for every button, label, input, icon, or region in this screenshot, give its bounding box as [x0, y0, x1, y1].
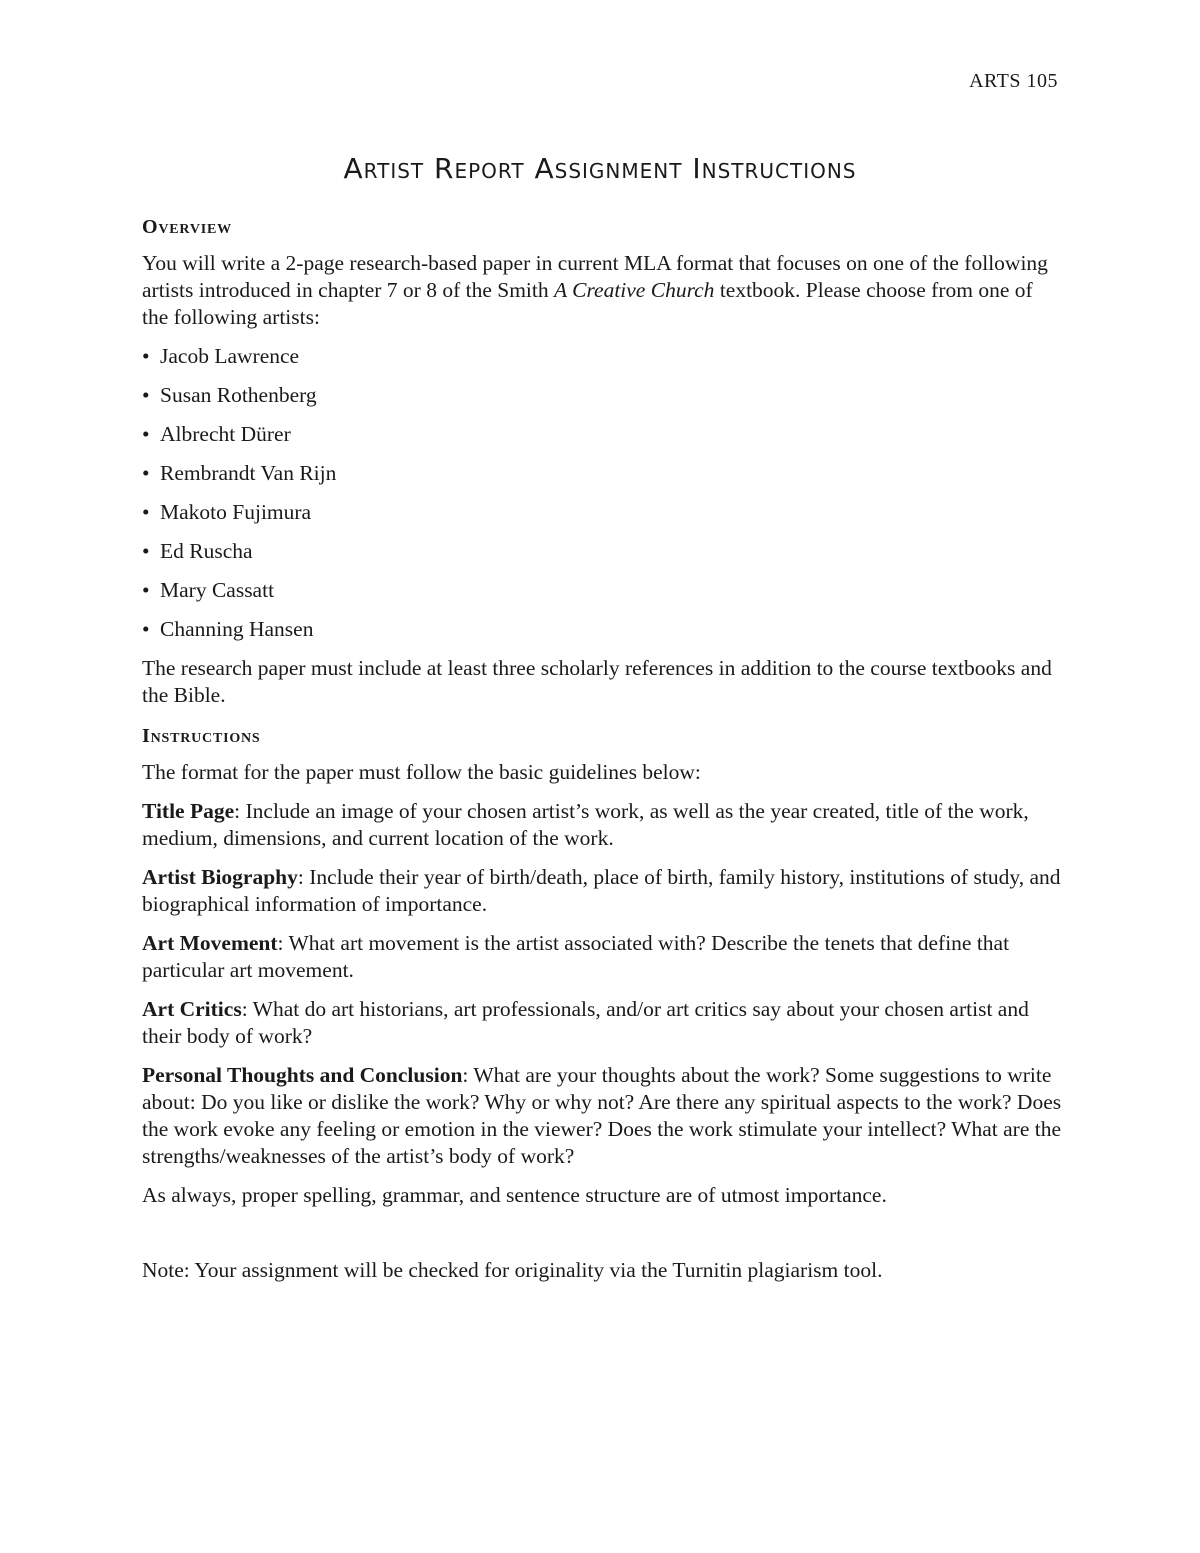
artist-name: Ed Ruscha [160, 539, 253, 563]
artist-list [142, 343, 1062, 643]
term-label: Art Critics [142, 997, 242, 1021]
term-label: Artist Biography [142, 865, 298, 889]
overview-intro-part-1: You will write a 2-page research-based paper in current MLA format that focuses on one of the following artists introduced in chapter 7 or 8 of the Smith [142, 251, 1048, 302]
instructions-intro: The format for the paper must follow the basic guidelines below: [142, 760, 701, 784]
overview-intro [142, 250, 1062, 331]
bullet-icon: • [142, 344, 150, 368]
list-item [142, 382, 1062, 409]
overview-intro-part-2: textbook. Please choose from one of the following artists: [142, 278, 1033, 329]
bullet-icon: • [142, 539, 150, 563]
closing-note: As always, proper spelling, grammar, and sentence structure are of utmost importance. [142, 1183, 887, 1207]
plagiarism-note: Note: Your assignment will be checked for originality via the Turnitin plagiarism tool. [142, 1258, 883, 1282]
bullet-icon: • [142, 422, 150, 446]
term-label: Title Page [142, 799, 235, 823]
artist-name: Mary Cassatt [160, 578, 275, 602]
instruction-title-page [142, 798, 1062, 852]
bullet-icon: • [142, 383, 150, 407]
artist-name: Channing Hansen [160, 617, 314, 641]
instruction-art-critics [142, 996, 1062, 1050]
list-item [142, 421, 1062, 448]
term-description: : Include an image of your chosen artist’s work, as well as the year created, title of the work, medium, dimensions, and current location of the work. [142, 799, 1029, 850]
bullet-icon: • [142, 500, 150, 524]
instruction-personal-thoughts [142, 1062, 1062, 1170]
textbook-title: A Creative Church [554, 278, 715, 302]
list-item [142, 616, 1062, 643]
term-label: Art Movement [142, 931, 278, 955]
list-item [142, 460, 1062, 487]
list-item [142, 343, 1062, 370]
references-note: The research paper must include at least three scholarly references in addition to the course textbooks and the Bible. [142, 656, 1052, 707]
instructions-heading: Instructions [142, 725, 261, 747]
list-item [142, 538, 1062, 565]
page-title: Artist Report Assignment Instructions [343, 152, 857, 185]
spacer [142, 1221, 1062, 1257]
document-body [142, 212, 1062, 1296]
artist-name: Makoto Fujimura [160, 500, 312, 524]
artist-name: Jacob Lawrence [160, 344, 300, 368]
term-description: : Include their year of birth/death, place of birth, family history, institutions of study, and biographical information of importance. [142, 865, 1061, 916]
bullet-icon: • [142, 461, 150, 485]
artist-name: Susan Rothenberg [160, 383, 317, 407]
term-label: Personal Thoughts and Conclusion [142, 1063, 463, 1087]
bullet-icon: • [142, 617, 150, 641]
instruction-art-movement [142, 930, 1062, 984]
artist-name: Rembrandt Van Rijn [160, 461, 337, 485]
list-item [142, 499, 1062, 526]
bullet-icon: • [142, 578, 150, 602]
artist-name: Albrecht Dürer [160, 422, 291, 446]
instruction-artist-biography [142, 864, 1062, 918]
overview-heading: Overview [142, 216, 232, 238]
term-description: : What art movement is the artist associated with? Describe the tenets that define that particular art movement. [142, 931, 1010, 982]
term-description: : What do art historians, art professionals, and/or art critics say about your chosen artist and their body of work? [142, 997, 1029, 1048]
list-item [142, 577, 1062, 604]
course-code: ARTS 105 [969, 70, 1058, 92]
term-description: : What are your thoughts about the work? Some suggestions to write about: Do you like or dislike the work? Why or why not? Are there any spiritual aspects to the work? Does the work evoke any feeling or emotion in the viewer? Does the work stimulate your intellect? What are the strengths/weaknesses of the artist’s body of work? [142, 1063, 1062, 1168]
